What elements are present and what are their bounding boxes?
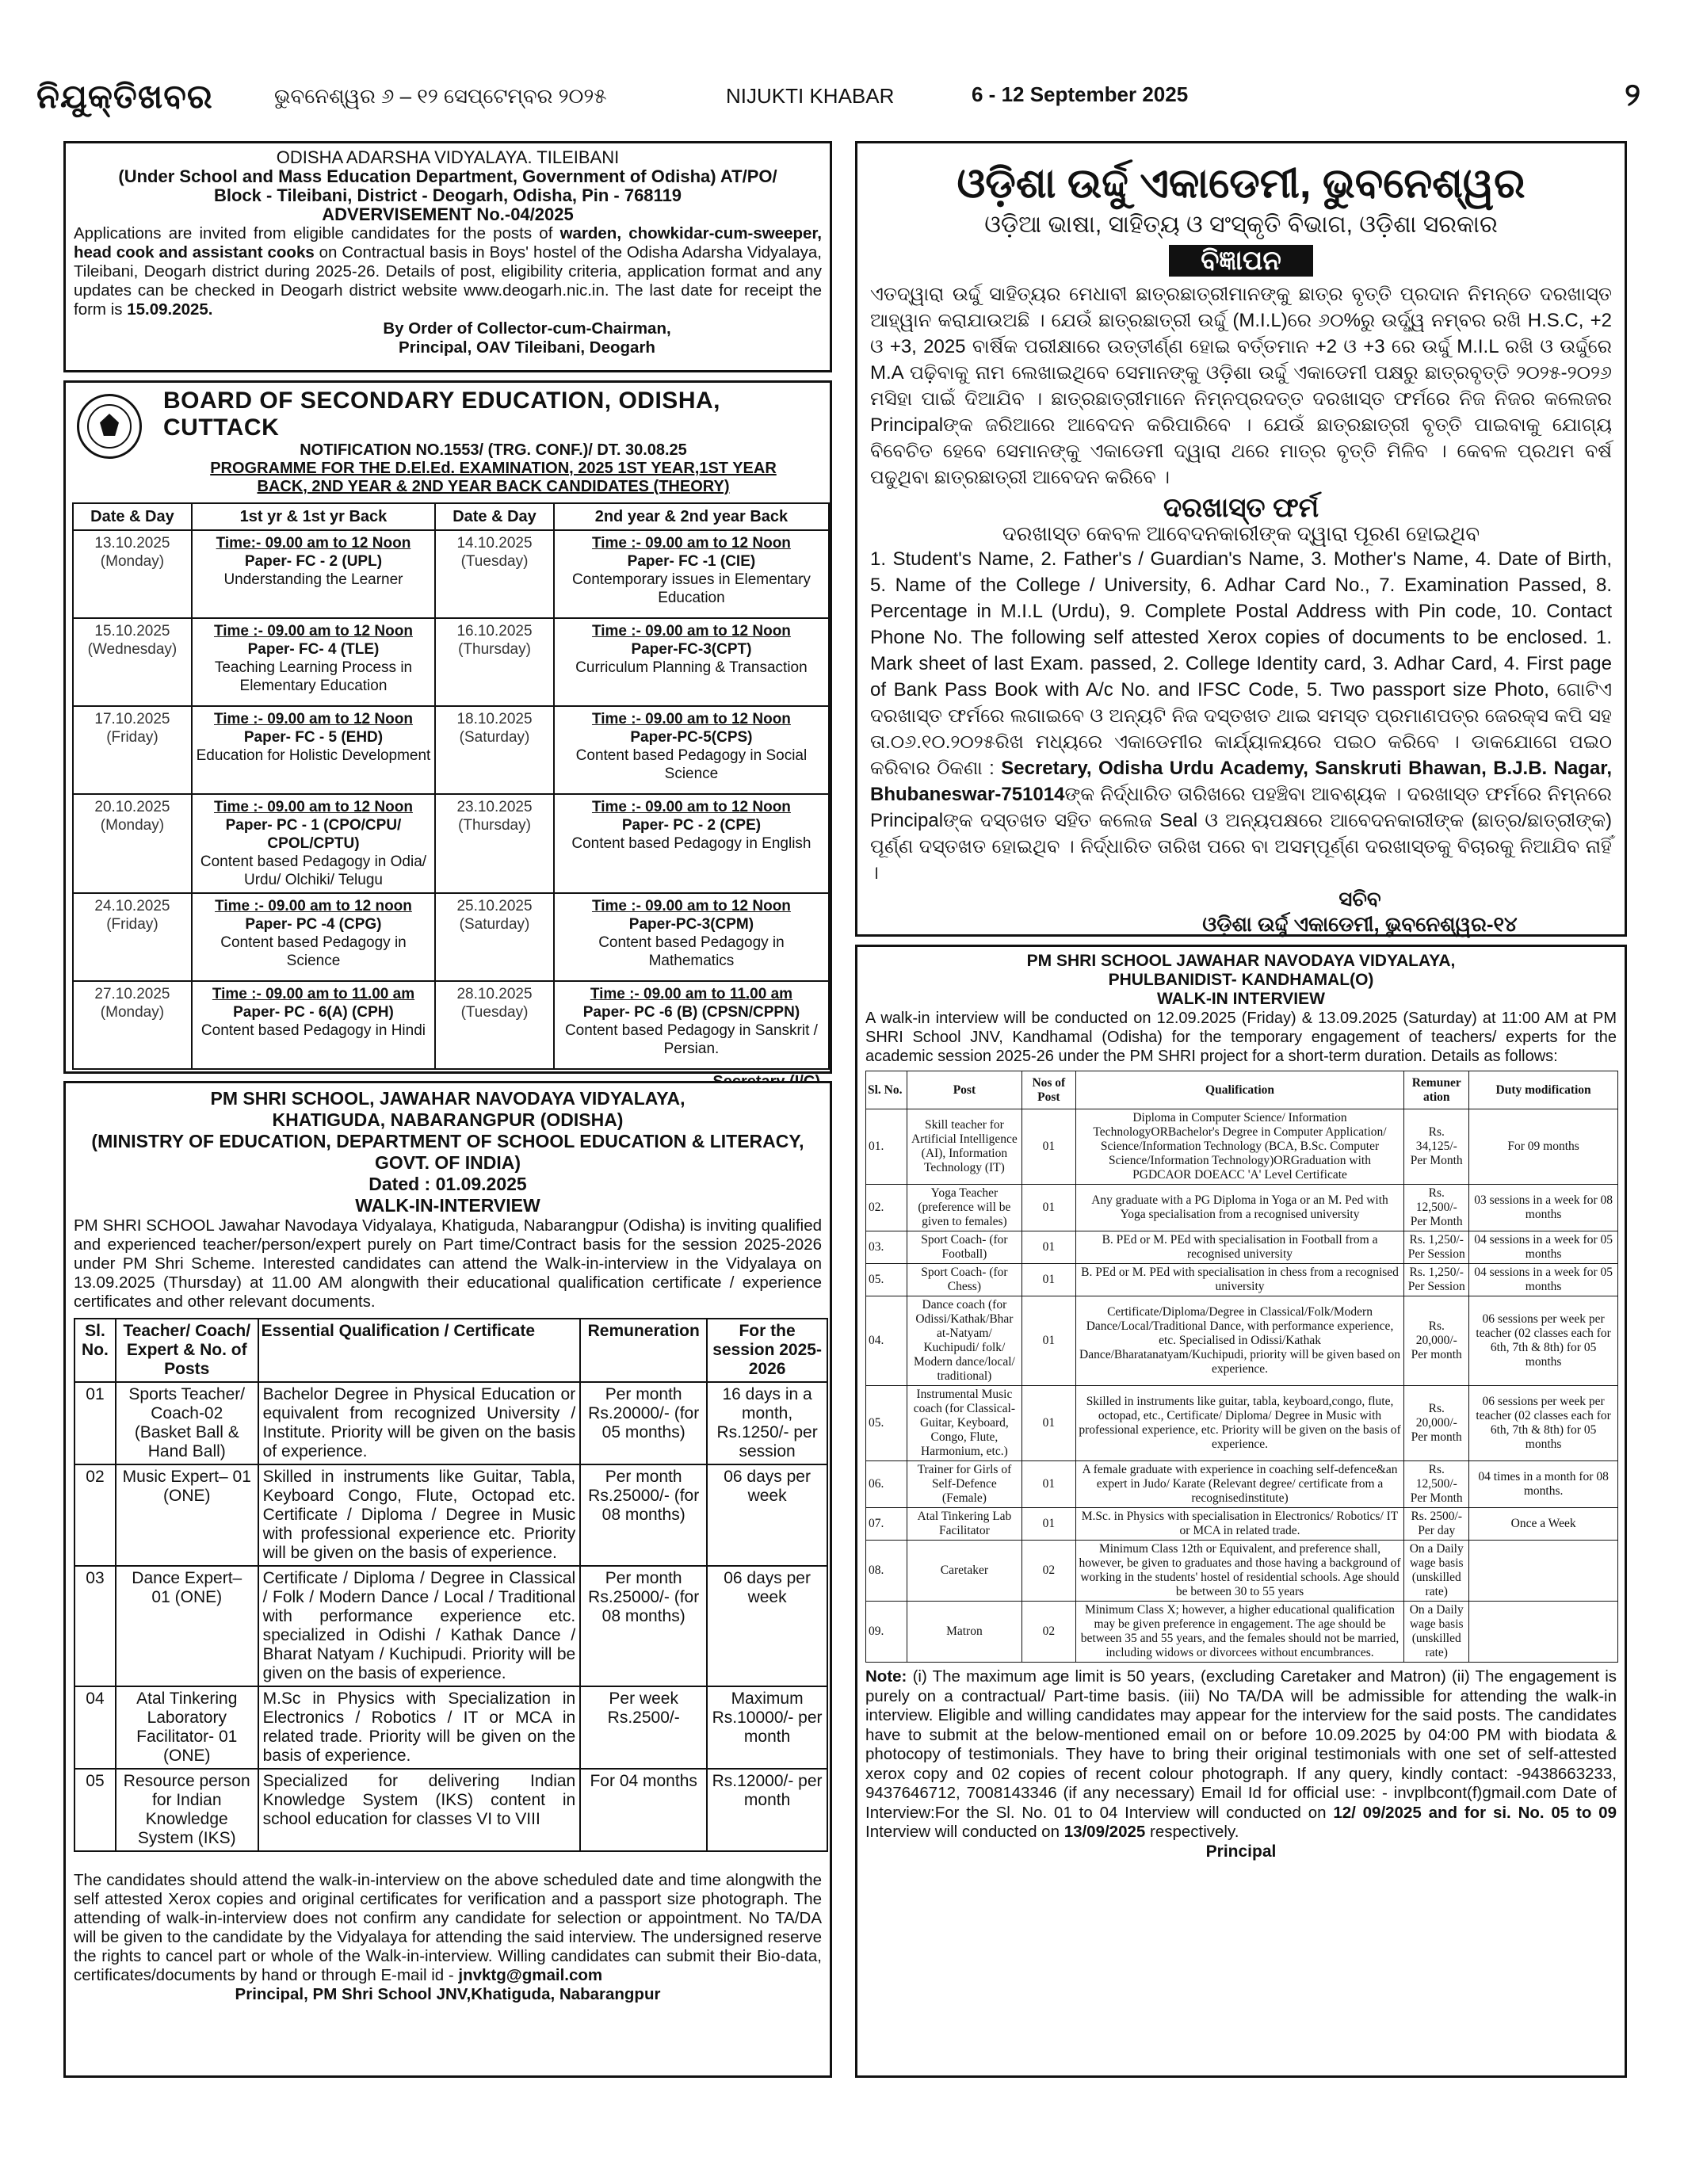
exam-subject: Teaching Learning Process in Elementary Education — [214, 659, 413, 694]
jnvp-th-qual: Qualification — [1075, 1071, 1403, 1109]
bse-notification — [63, 380, 832, 1074]
th-first-year: 1st yr & 1st yr Back — [192, 503, 435, 530]
exam-date: 15.10.2025 — [94, 623, 170, 640]
oav-sign2: Principal, OAV Tileibani, Deogarh — [399, 338, 655, 357]
exam-date: 27.10.2025 — [94, 986, 170, 1002]
bse-row — [73, 530, 829, 618]
jnvp-l3: WALK-IN INTERVIEW — [1157, 990, 1325, 1008]
urdu-academy-advert — [855, 141, 1627, 937]
cell-qual: Bachelor Degree in Physical Education or equivalent from recognized University / Institute. Priority will be given on the basis of experience. — [258, 1382, 581, 1464]
urdu-sign2: ଓଡ଼ିଶା ଉର୍ଦ୍ଦୁ ଏକାଡେମୀ, ଭୁବନେଶ୍ୱର-୧୪ — [1202, 912, 1518, 936]
cell-duty — [1469, 1602, 1618, 1663]
cell-sl: 04 — [74, 1686, 116, 1769]
page-number: ୨ — [1625, 78, 1640, 113]
exam-time: Time :- 09.00 am to 12 Noon — [214, 623, 413, 640]
cell-post: Dance coach (for Odissi/Kathak/Bhar at-Natyam/ Kuchipudi/ folk/ Modern dance/local/ traditional) — [907, 1296, 1021, 1386]
cell-nos: 01 — [1021, 1231, 1075, 1264]
jnv-khatiguda-advert — [63, 1081, 832, 2078]
cell-post: Trainer for Girls of Self-Defence (Female) — [907, 1461, 1021, 1508]
table-row — [866, 1109, 1618, 1185]
exam-date: 24.10.2025 — [94, 898, 170, 914]
jnvp-note-bold1: 12/ 09/2025 and for si. No. 05 to 09 — [1333, 1803, 1617, 1822]
urdu-para1: ଏତଦ୍ୱାରା ଉର୍ଦ୍ଦୁ ସାହିତ୍ୟର ମେଧାବୀ ଛାତ୍ରଛାତ୍ରୀମାନଙ୍କୁ ଛାତ୍ର ବୃତ୍ତି ପ୍ରଦାନ ନିମନ୍ତେ ଦରଖାସ୍ତ ଆହ୍ୱାନ କରାଯାଉଅଛି । ଯେଉଁ ଛାତ୍ରଛାତ୍ରୀ ଉର୍ଦ୍ଦୁ (M.I.L)ରେ ୬୦%ରୁ ଉର୍ଦ୍ଧ୍ୱ ନମ୍ବର ରଖି H.S.C, +2 ଓ +3, 2025 ବାର୍ଷିକ ପରୀକ୍ଷାରେ ଉତ୍ତୀର୍ଣ୍ଣ ହୋଇ ବର୍ତ୍ତମାନ +2 ଓ +3 ରେ ଉର୍ଦ୍ଦୁ M.I.L ରଖି ଓ ଉର୍ଦ୍ଦୁରେ M.A ପଢ଼ିବାକୁ ନାମ ଲେଖାଇଥିବେ ସେମାନଙ୍କୁ ଓଡ଼ିଶା ଉର୍ଦ୍ଦୁ ଏକାଡେମୀ ପକ୍ଷରୁ ଛାତ୍ରବୃତ୍ତି ୨୦୨୫-୨୦୨୬ ମସିହା ପାଇଁ ଦିଆଯିବ । ଛାତ୍ରଛାତ୍ରୀମାନେ ନିମ୍ନପ୍ରଦତ୍ତ ଦରଖାସ୍ତ ଫର୍ମରେ ନିଜ ନିଜର କଲେଜର Principalଙ୍କ ଜରିଆରେ ଆବେଦନ କରିପାରିବେ । ଯେଉଁ ଛାତ୍ରଛାତ୍ରୀ ବୃତ୍ତି ପାଇବାକୁ ଯୋଗ୍ୟ ବିବେଚିତ ହେବେ ସେମାନଙ୍କୁ ଏକାଡେମୀ ଦ୍ୱାରା ଥରେ ମାତ୍ର ବୃତ୍ତି ମିଳିବ । କେବଳ ପ୍ରଥମ ବର୍ଷ ପଢୁଥିବା ଛାତ୍ରଛାତ୍ରୀ ଆବେଦନ କରିବେ । — [870, 284, 1612, 488]
cell-post: Music Expert– 01 (ONE) — [116, 1464, 258, 1566]
oav-body-b: on Contractual basis in Boys' hostel of the Odisha Adarsha Vidyalaya, Tileibani, Deogarh district during 2025-26. Details of post, eligibility criteria, application format and any updates can be checked in Deogarh district website www.deogarh.nic.in. The last date for receipt the form is — [74, 243, 822, 319]
jnvp-note — [865, 1667, 1617, 1842]
cell-rem: On a Daily wage basis (unskilled rate) — [1404, 1541, 1469, 1602]
cell-session: 16 days in a month, Rs.1250/- per session — [707, 1382, 827, 1464]
page-header — [36, 78, 1648, 117]
exam-day: (Monday) — [100, 1004, 165, 1021]
jnvk-l2: KHATIGUDA, NABARANGPUR (ODISHA) — [272, 1109, 624, 1130]
jnvp-th-post: Post — [907, 1071, 1021, 1109]
cell-session: 06 days per week — [707, 1566, 827, 1686]
th-date1: Date & Day — [73, 503, 192, 530]
jnvk-posts-table — [74, 1318, 828, 1852]
jnvk-th-rem: Remuneration — [580, 1319, 707, 1382]
exam-time: Time :- 09.00 am to 12 Noon — [591, 623, 791, 640]
cell-qual: B. PEd or M. PEd with specialisation in Football from a recognised university — [1075, 1231, 1403, 1264]
bse-date-cell — [73, 618, 192, 706]
oav-body — [74, 224, 822, 319]
exam-date: 25.10.2025 — [456, 898, 533, 914]
cell-rem: Per week Rs.2500/- — [580, 1686, 707, 1769]
table-row — [74, 1382, 827, 1464]
urdu-form-sub: ଦରଖାସ୍ତ କେବଳ ଆବେଦନକାରୀଙ୍କ ଦ୍ୱାରା ପୂରଣ ହୋଇଥିବ — [1002, 521, 1480, 545]
cell-session: Maximum Rs.10000/- per month — [707, 1686, 827, 1769]
jnvp-l2: PHULBANIDIST- KANDHAMAL(O) — [1108, 971, 1374, 989]
cell-qual: Skilled in instruments like Guitar, Tabla, Keyboard Congo, Flute, Octopad etc. Certificate / Diploma / Degree in Music with professional experience etc. Priority will be given on the basis of experience. — [258, 1464, 581, 1566]
jnvk-footer-text: The candidates should attend the walk-in-interview on the above scheduled date and time alongwith the self attested Xerox copies and original certificates for verification and a passport size photograph. The attending of walk-in-interview does not confirm any candidate for selection or appointment. No TA/DA will be given to the candidate by the Vidyalaya for attending the said interview. The undersigned reserve the rights to cancel part or whole of the Walk-in-interview. Willing candidates can submit their Bio-data, certificates/documents by hand or through E-mail id - — [74, 1871, 822, 1984]
jnvk-th-qual: Essential Qualification / Certificate — [258, 1319, 581, 1382]
exam-paper: Paper- FC- 4 (TLE) — [247, 641, 380, 658]
cell-qual: M.Sc in Physics with Specialization in Electronics / Robotics / IT or MCA in related trade. Priority will be given on the basis of experience. — [258, 1686, 581, 1769]
odia-date: ଭୁବନେଶ୍ୱର ୬ – ୧୨ ସେପ୍ଟେମ୍ବର ୨୦୨୫ — [274, 84, 607, 108]
th-second-year: 2nd year & 2nd year Back — [554, 503, 829, 530]
cell-post: Caretaker — [907, 1541, 1021, 1602]
cell-sl: 07. — [866, 1508, 907, 1541]
cell-qual: B. PEd or M. PEd with specialisation in chess from a recognised university — [1075, 1264, 1403, 1296]
exam-subject: Content based Pedagogy in Science — [220, 934, 407, 969]
cell-post: Resource person for Indian Knowledge System (IKS) — [116, 1769, 258, 1851]
exam-time: Time :- 09.00 am to 11.00 am — [212, 986, 415, 1002]
jnvk-walkin: WALK-IN-INTERVIEW — [355, 1195, 540, 1216]
bse-paper-cell — [192, 618, 435, 706]
cell-rem: Rs. 20,000/- Per month — [1404, 1296, 1469, 1386]
jnvp-th-nos: Nos of Post — [1021, 1071, 1075, 1109]
jnvk-th-sl: Sl. No. — [74, 1319, 116, 1382]
exam-date: 18.10.2025 — [456, 711, 533, 727]
cell-nos: 02 — [1021, 1541, 1075, 1602]
table-row — [866, 1461, 1618, 1508]
bse-date-cell — [73, 893, 192, 981]
cell-post: Yoga Teacher (preference will be given to females) — [907, 1185, 1021, 1231]
jnvk-l3: (MINISTRY OF EDUCATION, DEPARTMENT OF SCHOOL EDUCATION & LITERACY, — [91, 1131, 804, 1151]
bse-row — [73, 706, 829, 794]
exam-paper: Paper- FC - 5 (EHD) — [243, 729, 384, 746]
urdu-para2b: ଙ୍କ ନିର୍ଦ୍ଧାରିତ ତାରିଖରେ ପହଞ୍ଚିବା ଆବଶ୍ୟକ । ଦରଖାସ୍ତ ଫର୍ମରେ ନିମ୍ନରେ Principalଙ୍କ ଦସ୍ତଖତ ସହିତ କଲେଜ Seal ଓ ଅନ୍ୟପକ୍ଷରେ ଆବେଦନକାରୀଙ୍କ (ଛାତ୍ର/ଛାତ୍ରୀଙ୍କ) ପୂର୍ଣ୍ଣ ଦସ୍ତଖତ ହୋଇଥିବ । ନିର୍ଦ୍ଧାରିତ ତାରିଖ ପରେ ବା ଅସମ୍ପୂର୍ଣ୍ଣ ଦରଖାସ୍ତକୁ ବିଚାରକୁ ନିଆଯିବ ନାହିଁ । — [870, 784, 1612, 884]
bse-date-cell — [435, 893, 554, 981]
english-date: 6 - 12 September 2025 — [972, 82, 1189, 106]
exam-date: 23.10.2025 — [456, 799, 533, 815]
jnvp-intro: A walk-in interview will be conducted on 12.09.2025 (Friday) & 13.09.2025 (Saturday) at 11:00 AM at PM SHRI School JNV, Kandhamal (Odisha) for the temporary engagement of teachers/ experts for the academic session 2025-26 under the PM SHRI project for a short-term duration. Details as follows: — [865, 1010, 1617, 1065]
oav-sign1: By Order of Collector-cum-Chairman, — [383, 319, 671, 338]
exam-paper: Paper-PC-3(CPM) — [628, 916, 754, 933]
jnvp-note-d: respectively. — [1145, 1823, 1239, 1841]
bse-paper-cell — [554, 706, 829, 794]
jnvk-intro: PM SHRI SCHOOL Jawahar Navodaya Vidyalaya, Khatiguda, Nabarangpur (Odisha) is inviting qualified and experienced teacher/person/expert purely on Part time/Contract basis for the session 2025-2026 under PM Shri Scheme. Interested candidates can attend the Walk-in-interview in the Vidyalaya on 13.09.2025 (Thursday) at 11.00 AM alongwith their educational qualification certificate / experience certificates and other relevant documents. — [74, 1216, 822, 1311]
jnvp-th-duty: Duty modification — [1469, 1071, 1618, 1109]
bse-paper-cell — [554, 618, 829, 706]
bse-logo-icon — [77, 394, 142, 459]
exam-day: (Thursday) — [458, 817, 531, 834]
cell-sl: 08. — [866, 1541, 907, 1602]
bse-row — [73, 794, 829, 893]
urdu-title: ଓଡ଼ିଶା ଉର୍ଦ୍ଦୁ ଏକାଡେମୀ, ଭୁବନେଶ୍ୱର — [957, 161, 1526, 207]
exam-paper: Paper-FC-3(CPT) — [631, 641, 752, 658]
oav-body-a: Applications are invited from eligible candidates for the posts of — [74, 224, 560, 242]
cell-sl: 06. — [866, 1461, 907, 1508]
bse-date-cell — [73, 981, 192, 1069]
jnvp-note-text: (i) The maximum age limit is 50 years, (excluding Caretaker and Matron) (ii) The engagement is purely on a contractual/ Part-time basis. (iii) No TA/DA will be admissible for attending the walk-in interview. Eligible and willing candidates may appear for the interview for the said posts. The candidates have to submit at the below-mentioned email on or before 10.09.2025 by 04:00 PM with biodata & photocopy of testimonials. They have to bring their original testimonials with one set of self-attested xerox copy and 02 copies of recent colour photograph. If any query, kindly contact: -9438663233, 9437646712, 7008143346 (if any necessary) Email Id for official use: - invplbcont(f)gmail.com Date of Interview:For the Sl. No. 01 to 04 Interview will conducted on — [865, 1667, 1617, 1822]
table-row — [866, 1508, 1618, 1541]
exam-date: 14.10.2025 — [456, 535, 533, 552]
exam-date: 20.10.2025 — [94, 799, 170, 815]
bse-notif: NOTIFICATION NO.1553/ (TRG. CONF.)/ DT. 30.08.25 — [300, 441, 687, 459]
cell-post: Matron — [907, 1602, 1021, 1663]
oav-dept: (Under School and Mass Education Department, Government of Odisha) AT/PO/ — [118, 166, 777, 186]
cell-sl: 02 — [74, 1464, 116, 1566]
urdu-subtitle: ଓଡ଼ିଆ ଭାଷା, ସାହିତ୍ୟ ଓ ସଂସ୍କୃତି ବିଭାଗ, ଓଡ଼ିଶା ସରକାର — [984, 212, 1498, 238]
exam-time: Time :- 09.00 am to 12 noon — [215, 898, 412, 914]
cell-rem: Per month Rs.25000/- (for 08 months) — [580, 1464, 707, 1566]
exam-day: (Tuesday) — [460, 553, 529, 570]
exam-time: Time :- 09.00 am to 12 Noon — [591, 898, 791, 914]
exam-subject: Content based Pedagogy in Mathematics — [598, 934, 785, 969]
cell-nos: 01 — [1021, 1296, 1075, 1386]
cell-session: Rs.12000/- per month — [707, 1769, 827, 1851]
cell-qual: Diploma in Computer Science/ Information TechnologyORBachelor's Degree in Computer Application/ Science/Information Technology (BCA, B.Sc. Computer Science/Information Technology)ORGraduation with PGDCAOR DOEACC 'A' Level Certificate — [1075, 1109, 1403, 1185]
oav-adv-no: ADVERVISEMENT No.-04/2025 — [322, 204, 574, 224]
cell-nos: 01 — [1021, 1461, 1075, 1508]
bse-paper-cell — [192, 893, 435, 981]
jnvp-sign: Principal — [1205, 1842, 1277, 1861]
cell-post: Sports Teacher/ Coach-02 (Basket Ball & Hand Ball) — [116, 1382, 258, 1464]
cell-qual: Specialized for delivering Indian Knowledge System (IKS) content in school education for classes VI to VIII — [258, 1769, 581, 1851]
cell-rem: Rs. 12,500/- Per Month — [1404, 1185, 1469, 1231]
cell-duty: For 09 months — [1469, 1109, 1618, 1185]
exam-time: Time :- 09.00 am to 12 Noon — [591, 799, 791, 815]
exam-paper: Paper- PC - 1 (CPO/CPU/ CPOL/CPTU) — [225, 817, 402, 852]
cell-duty — [1469, 1541, 1618, 1602]
cell-rem: For 04 months — [580, 1769, 707, 1851]
cell-post: Atal Tinkering Lab Facilitator — [907, 1508, 1021, 1541]
oav-advertisement — [63, 141, 832, 372]
exam-subject: Content based Pedagogy in Sanskrit / Persian. — [564, 1022, 818, 1057]
bse-date-cell — [435, 706, 554, 794]
cell-nos: 02 — [1021, 1602, 1075, 1663]
exam-date: 16.10.2025 — [456, 623, 533, 640]
exam-day: (Tuesday) — [460, 1004, 529, 1021]
cell-nos: 01 — [1021, 1264, 1075, 1296]
cell-rem: Per month Rs.25000/- (for 08 months) — [580, 1566, 707, 1686]
exam-day: (Wednesday) — [87, 641, 178, 658]
exam-subject: Content based Pedagogy in Odia/ Urdu/ Olchiki/ Telugu — [200, 853, 427, 888]
cell-rem: Rs. 2500/- Per day — [1404, 1508, 1469, 1541]
cell-qual: Any graduate with a PG Diploma in Yoga or an M. Ped with Yoga specialisation from a recognised university — [1075, 1185, 1403, 1231]
exam-subject: Education for Holistic Development — [196, 747, 431, 764]
bse-paper-cell — [192, 530, 435, 618]
urdu-para2 — [870, 546, 1612, 886]
cell-sl: 02. — [866, 1185, 907, 1231]
cell-rem: Rs. 12,500/- Per Month — [1404, 1461, 1469, 1508]
cell-sl: 05. — [866, 1386, 907, 1461]
oav-last-date: 15.09.2025. — [127, 300, 213, 319]
cell-duty: 06 sessions per week per teacher (02 classes each for 6th, 7th & 8th) for 05 months — [1469, 1296, 1618, 1386]
jnvk-l4: GOVT. OF INDIA) — [375, 1152, 521, 1173]
table-row — [866, 1602, 1618, 1663]
cell-post: Sport Coach- (for Chess) — [907, 1264, 1021, 1296]
table-row — [866, 1386, 1618, 1461]
bse-date-cell — [435, 618, 554, 706]
exam-subject: Content based Pedagogy in English — [571, 835, 811, 852]
exam-subject: Understanding the Learner — [223, 571, 403, 588]
exam-date: 13.10.2025 — [94, 535, 170, 552]
cell-duty: 04 sessions in a week for 05 months — [1469, 1231, 1618, 1264]
cell-sl: 09. — [866, 1602, 907, 1663]
cell-nos: 01 — [1021, 1185, 1075, 1231]
table-row — [866, 1185, 1618, 1231]
bse-date-cell — [435, 530, 554, 618]
exam-subject: Content based Pedagogy in Social Science — [575, 747, 808, 782]
cell-rem: Rs. 1,250/- Per Session — [1404, 1231, 1469, 1264]
cell-qual: M.Sc. in Physics with specialisation in Electronics/ Robotics/ IT or MCA in related trade. — [1075, 1508, 1403, 1541]
cell-rem: Rs. 20,000/- Per month — [1404, 1386, 1469, 1461]
cell-nos: 01 — [1021, 1109, 1075, 1185]
jnvp-l1: PM SHRI SCHOOL JAWAHAR NAVODAYA VIDYALAYA, — [1026, 952, 1456, 970]
table-row — [74, 1769, 827, 1851]
exam-time: Time :- 09.00 am to 12 Noon — [591, 535, 791, 552]
bse-date-cell — [73, 794, 192, 893]
cell-post: Atal Tinkering Laboratory Facilitator- 01 (ONE) — [116, 1686, 258, 1769]
cell-duty: 04 times in a month for 08 months. — [1469, 1461, 1618, 1508]
bse-row — [73, 981, 829, 1069]
bse-paper-cell — [554, 530, 829, 618]
table-row — [74, 1464, 827, 1566]
cell-sl: 05 — [74, 1769, 116, 1851]
exam-day: (Friday) — [106, 729, 158, 746]
urdu-para2a: 1. Student's Name, 2. Father's / Guardian's Name, 3. Mother's Name, 4. Date of Birth, 5. Name of the College / University, 6. Adhar Card No., 7. Examination Passed, 8. Percentage in M.I.L (Urdu), 9. Complete Postal Address with Pin code, 10. Contact Phone No. The following self attested Xerox copies of documents to be enclosed. 1. Mark sheet of last Exam. passed, 2. College Identity card, 3. Adhar Card, 4. First page of Bank Pass Book with A/c No. and IFSC Code, 5. Two passport size Photo, ଗୋଟିଏ ଦରଖାସ୍ତ ଫର୍ମରେ ଲଗାଇବେ ଓ ଅନ୍ୟଟି ନିଜ ଦସ୍ତଖତ ଥାଇ ସମସ୍ତ ପ୍ରମାଣପତ୍ର ଜେରକ୍ସ କପି ସହ ତା.୦୬.୧୦.୨୦୨୫ରିଖ ମଧ୍ୟରେ ଏକାଡେମୀର କାର୍ଯ୍ୟାଳୟରେ ପଇଠ କରିବେ । ଡାକଯୋଗେ ପଇଠ କରିବାର ଠିକଣା : — [870, 548, 1612, 779]
jnv-phulbani-advert — [855, 945, 1627, 2078]
cell-post: Dance Expert– 01 (ONE) — [116, 1566, 258, 1686]
exam-time: Time:- 09.00 am to 12 Noon — [216, 535, 411, 552]
cell-session: 06 days per week — [707, 1464, 827, 1566]
cell-sl: 05. — [866, 1264, 907, 1296]
cell-post: Skill teacher for Artificial Intelligence (AI), Information Technology (IT) — [907, 1109, 1021, 1185]
th-date2: Date & Day — [435, 503, 554, 530]
table-row — [866, 1231, 1618, 1264]
bse-date-cell — [73, 706, 192, 794]
exam-time: Time :- 09.00 am to 12 Noon — [214, 711, 413, 727]
cell-sl: 04. — [866, 1296, 907, 1386]
jnvk-email: jnvktg@gmail.com — [458, 1966, 603, 1984]
cell-qual: Minimum Class 12th or Equivalent, and preference shall, however, be given to graduates and those having a background of working in the students' hostel of residential schools. Age should be between 30 to 55 years — [1075, 1541, 1403, 1602]
exam-day: (Monday) — [100, 817, 165, 834]
bse-prog1: PROGRAMME FOR THE D.El.Ed. EXAMINATION, 2025 1ST YEAR,1ST YEAR — [210, 460, 777, 477]
oav-address: Block - Tileibani, District - Deogarh, Odisha, Pin - 768119 — [213, 185, 682, 205]
bse-paper-cell — [554, 794, 829, 893]
jnvk-sign: Principal, PM Shri School JNV,Khatiguda, Nabarangpur — [235, 1985, 661, 2003]
cell-post: Instrumental Music coach (for Classical- Guitar, Keyboard, Congo, Flute, Harmonium, etc.) — [907, 1386, 1021, 1461]
cell-sl: 01. — [866, 1109, 907, 1185]
cell-duty: 03 sessions in a week for 08 months — [1469, 1185, 1618, 1231]
english-title: NIJUKTI KHABAR — [726, 84, 895, 108]
bse-paper-cell — [554, 981, 829, 1069]
cell-duty: 06 sessions per week per teacher (02 classes each for 6th, 7th & 8th) for 05 months — [1469, 1386, 1618, 1461]
jnvp-note-label: Note: — [865, 1667, 907, 1686]
exam-time: Time :- 09.00 am to 11.00 am — [590, 986, 793, 1002]
cell-duty: Once a Week — [1469, 1508, 1618, 1541]
bse-date-cell — [435, 981, 554, 1069]
cell-sl: 01 — [74, 1382, 116, 1464]
oav-posts: warden, chowkidar-cum-sweeper, head cook and assistant cooks — [74, 224, 822, 262]
cell-rem: On a Daily wage basis (unskilled rate) — [1404, 1602, 1469, 1663]
bse-prog2: BACK, 2ND YEAR & 2ND YEAR BACK CANDIDATES (THEORY) — [257, 478, 730, 495]
bse-row — [73, 893, 829, 981]
bse-paper-cell — [192, 706, 435, 794]
exam-time: Time :- 09.00 am to 12 Noon — [591, 711, 791, 727]
bse-paper-cell — [192, 794, 435, 893]
cell-qual: Certificate / Diploma / Degree in Classical / Folk / Modern Dance / Local / Traditional with performance experience etc. specialized in Odishi / Kathak Dance / Bharat Natyam / Kuchipudi. Priority will be given on the basis of experience. — [258, 1566, 581, 1686]
exam-day: (Saturday) — [459, 729, 530, 746]
cell-sl: 03. — [866, 1231, 907, 1264]
jnvk-l1: PM SHRI SCHOOL, JAWAHAR NAVODAYA VIDYALAYA, — [210, 1088, 685, 1109]
oav-title: ODISHA ADARSHA VIDYALAYA. TILEIBANI — [276, 147, 620, 167]
cell-rem: Per month Rs.20000/- (for 05 months) — [580, 1382, 707, 1464]
jnvp-note-c: Interview will conducted on — [865, 1823, 1064, 1841]
exam-paper: Paper- PC - 6(A) (CPH) — [233, 1004, 394, 1021]
jnvp-th-rem: Remuner ation — [1404, 1071, 1469, 1109]
urdu-sign1: ସଚିବ — [1338, 887, 1381, 911]
exam-paper: Paper-PC-5(CPS) — [630, 729, 753, 746]
cell-qual: Minimum Class X; however, a higher educational qualification may be given preference in engagement. The age should be between 35 and 55 years, and the females should not be married, including widows or divorcees without encumbrances. — [1075, 1602, 1403, 1663]
jnvk-footer — [74, 1871, 822, 1985]
exam-paper: Paper- FC - 2 (UPL) — [244, 553, 383, 570]
bse-title: BOARD OF SECONDARY EDUCATION, ODISHA, CUTTACK — [163, 388, 720, 441]
urdu-form-title: ଦରଖାସ୍ତ ଫର୍ମ — [1163, 493, 1319, 523]
cell-nos: 01 — [1021, 1508, 1075, 1541]
cell-qual: Skilled in instruments like guitar, tabla, keyboard,congo, flute, octopad, etc., Certificate/ Diploma/ Degree in Music with professional experience, etc. Priority will be given on the basis of experience. — [1075, 1386, 1403, 1461]
table-row — [866, 1541, 1618, 1602]
exam-paper: Paper- FC -1 (CIE) — [627, 553, 756, 570]
exam-day: (Thursday) — [458, 641, 531, 658]
cell-rem: Rs. 34,125/- Per Month — [1404, 1109, 1469, 1185]
exam-paper: Paper- PC - 2 (CPE) — [621, 817, 762, 834]
exam-paper: Paper- PC -4 (CPG) — [245, 916, 382, 933]
cell-duty: 04 sessions in a week for 05 months — [1469, 1264, 1618, 1296]
cell-sl: 03 — [74, 1566, 116, 1686]
bse-paper-cell — [554, 893, 829, 981]
bse-row — [73, 618, 829, 706]
urdu-badge: ବିଜ୍ଞାପନ — [1169, 245, 1313, 277]
urdu-address: Secretary, Odisha Urdu Academy, Sanskruti Bhawan, B.J.B. Nagar, Bhubaneswar-751014 — [870, 758, 1612, 805]
exam-subject: Content based Pedagogy in Hindi — [200, 1022, 426, 1039]
exam-date: 17.10.2025 — [94, 711, 170, 727]
exam-day: (Saturday) — [459, 916, 530, 933]
table-row — [866, 1264, 1618, 1296]
jnvk-th-post: Teacher/ Coach/ Expert & No. of Posts — [116, 1319, 258, 1382]
cell-qual: Certificate/Diploma/Degree in Classical/Folk/Modern Dance/Local/Traditional Dance, with performance experience, etc. Specialised in Odissi/Kathak Dance/Bharatanatyam/Kuchipudi, priority will be given based on experience. — [1075, 1296, 1403, 1386]
exam-date: 28.10.2025 — [456, 986, 533, 1002]
exam-day: (Monday) — [100, 553, 165, 570]
table-row — [866, 1296, 1618, 1386]
bse-schedule-table — [72, 502, 830, 1070]
exam-subject: Curriculum Planning & Transaction — [575, 659, 808, 676]
jnvp-note-bold2: 13/09/2025 — [1063, 1823, 1146, 1841]
exam-paper: Paper- PC -6 (B) (CPSN/CPPN) — [582, 1004, 800, 1021]
jnvk-th-session: For the session 2025-2026 — [707, 1319, 827, 1382]
bse-paper-cell — [192, 981, 435, 1069]
cell-rem: Rs. 1,250/- Per Session — [1404, 1264, 1469, 1296]
bse-date-cell — [73, 530, 192, 618]
exam-subject: Contemporary issues in Elementary Education — [571, 571, 811, 606]
table-row — [74, 1686, 827, 1769]
jnvk-date: Dated : 01.09.2025 — [368, 1174, 527, 1194]
table-row — [74, 1566, 827, 1686]
exam-day: (Friday) — [106, 916, 158, 933]
bse-date-cell — [435, 794, 554, 893]
jnvp-posts-table — [865, 1071, 1618, 1663]
masthead: ନିଯୁକ୍ତିଖବର — [36, 78, 213, 115]
cell-post: Sport Coach- (for Football) — [907, 1231, 1021, 1264]
jnvp-th-sl: Sl. No. — [866, 1071, 907, 1109]
exam-time: Time :- 09.00 am to 12 Noon — [214, 799, 413, 815]
cell-nos: 01 — [1021, 1386, 1075, 1461]
cell-qual: A female graduate with experience in coaching self-defence&an expert in Judo/ Karate (Relevant degree/ certificate from a recognisedinstitute) — [1075, 1461, 1403, 1508]
